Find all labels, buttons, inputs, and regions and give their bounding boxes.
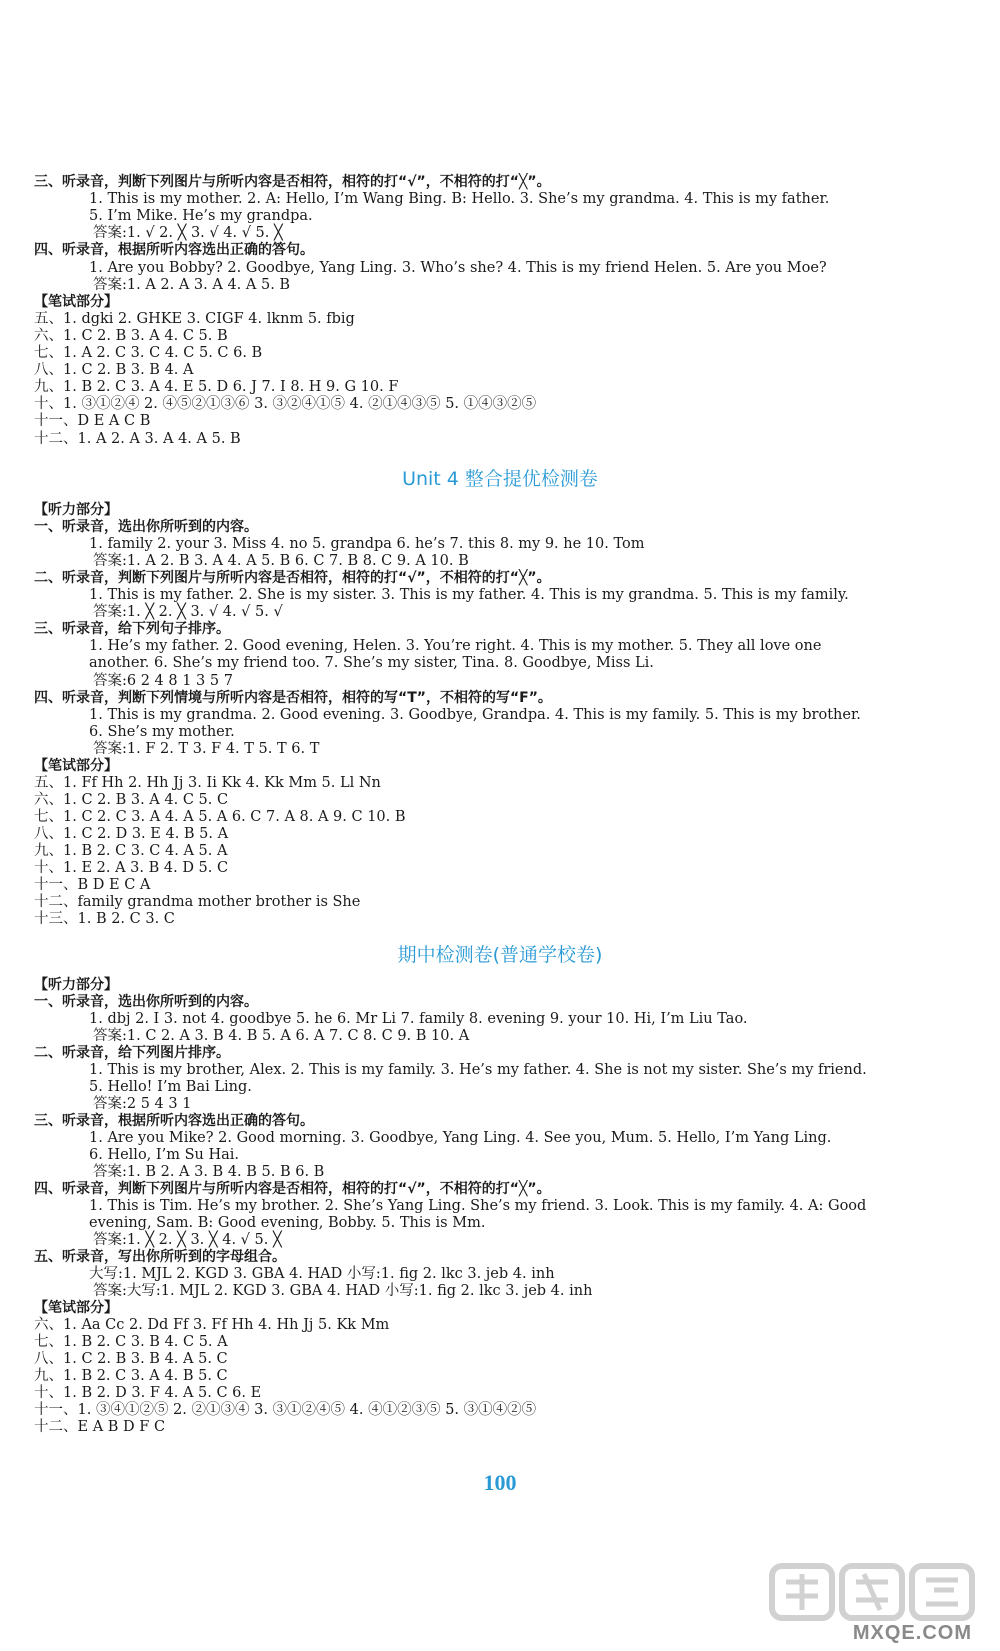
text-line: 二、听录音，判断下列图片与所听内容是否相符，相符的打“√”，不相符的打“╳”。 bbox=[34, 570, 551, 587]
text-line: 1. This is my brother, Alex. 2. This is my family. 3. He’s my father. 4. She is not my sister. She’s my friend. bbox=[89, 1062, 867, 1078]
text-line: 5. Hello! I’m Bai Ling. bbox=[89, 1079, 252, 1095]
text-line: 答案:1. A 2. B 3. A 4. A 5. B 6. C 7. B 8. C 9. A 10. B bbox=[93, 553, 469, 570]
text-line: 十、1. ③①②④ 2. ④⑤②①③⑥ 3. ③②④①⑤ 4. ②①④③⑤ 5. ①④③②⑤ bbox=[34, 396, 537, 413]
text-line: 答案:1. ╳ 2. ╳ 3. √ 4. √ 5. √ bbox=[93, 604, 283, 621]
text-line: 1. This is my grandma. 2. Good evening. 3. Goodbye, Grandpa. 4. This is my family. 5. This is my brother. bbox=[89, 706, 861, 723]
text-line: 四、听录音，根据所听内容选出正确的答句。 bbox=[34, 242, 314, 259]
text-line: 七、1. A 2. C 3. C 4. C 5. C 6. B bbox=[34, 345, 263, 361]
text-line: 一、听录音，选出你所听到的内容。 bbox=[34, 519, 258, 536]
text-line: 十三、1. B 2. C 3. C bbox=[34, 911, 175, 928]
text-line: 十二、1. A 2. A 3. A 4. A 5. B bbox=[34, 430, 241, 447]
text-line: 答案:1. C 2. A 3. B 4. B 5. A 6. A 7. C 8. C 9. B 10. A bbox=[93, 1028, 470, 1044]
text-line: 答案:1. A 2. A 3. A 4. A 5. B bbox=[93, 276, 291, 293]
text-line: 九、1. B 2. C 3. A 4. E 5. D 6. J 7. I 8. H 9. G 10. F bbox=[34, 379, 399, 396]
text-line: 十、1. B 2. D 3. F 4. A 5. C 6. E bbox=[34, 1385, 262, 1401]
section-title-unit4: Unit 4 整合提优检测卷 bbox=[402, 468, 598, 490]
text-line: 1. Are you Mike? 2. Good morning. 3. Goodbye, Yang Ling. 4. See you, Mum. 5. Hello, I’m Yang Ling. bbox=[89, 1130, 832, 1146]
text-line: 答案:1. B 2. A 3. B 4. B 5. B 6. B bbox=[93, 1164, 325, 1180]
text-line: 【笔试部分】 bbox=[34, 293, 118, 310]
text-line: 六、1. Aa Cc 2. Dd Ff 3. Ff Hh 4. Hh Jj 5. Kk Mm bbox=[34, 1317, 390, 1333]
watermark-text: MXQE.COM bbox=[852, 1622, 972, 1644]
text-line: 一、听录音，选出你所听到的内容。 bbox=[34, 994, 258, 1010]
text-line: 十、1. E 2. A 3. B 4. D 5. C bbox=[34, 860, 229, 877]
section-title-midterm: 期中检测卷(普通学校卷) bbox=[397, 944, 603, 966]
text-line: 6. She’s my mother. bbox=[89, 723, 235, 740]
text-line: 四、听录音，判断下列情境与所听内容是否相符，相符的写“T”，不相符的写“F”。 bbox=[34, 689, 552, 706]
text-line: 三、听录音，给下列句子排序。 bbox=[34, 621, 230, 638]
text-line: 【听力部分】 bbox=[34, 977, 118, 993]
text-line: 【笔试部分】 bbox=[34, 1300, 118, 1316]
text-line: 十一、1. ③④①②⑤ 2. ②①③④ 3. ③①②④⑤ 4. ④①②③⑤ 5. ③①④②⑤ bbox=[34, 1402, 537, 1418]
text-line: 十一、B D E C A bbox=[34, 877, 151, 894]
text-line: evening, Sam. B: Good evening, Bobby. 5. This is Mm. bbox=[89, 1215, 486, 1231]
text-line: 【笔试部分】 bbox=[34, 757, 118, 774]
text-line: 九、1. B 2. C 3. A 4. B 5. C bbox=[34, 1368, 228, 1384]
text-line: 三、听录音，判断下列图片与所听内容是否相符，相符的打“√”，不相符的打“╳”。 bbox=[34, 174, 551, 190]
text-line: 七、1. C 2. C 3. A 4. A 5. A 6. C 7. A 8. A 9. C 10. B bbox=[34, 808, 406, 825]
text-line: 【听力部分】 bbox=[34, 502, 118, 518]
text-line: 1. Are you Bobby? 2. Goodbye, Yang Ling. 3. Who’s she? 4. This is my friend Helen. 5. Are you Moe? bbox=[89, 259, 827, 276]
text-line: 十一、D E A C B bbox=[34, 413, 151, 430]
text-line: 大写:1. MJL 2. KGD 3. GBA 4. HAD 小写:1. fig 2. lkc 3. jeb 4. inh bbox=[89, 1266, 555, 1282]
text-line: 九、1. B 2. C 3. C 4. A 5. A bbox=[34, 843, 228, 859]
text-line: 1. This is my mother. 2. A: Hello, I’m Wang Bing. B: Hello. 3. She’s my grandma. 4. This is my father. bbox=[89, 191, 830, 208]
text-line: 1. This is my father. 2. She is my sister. 3. This is my father. 4. This is my grandma. 5. This is my family. bbox=[89, 587, 849, 604]
text-line: 1. He’s my father. 2. Good evening, Helen. 3. You’re right. 4. This is my mother. 5. They all love one bbox=[89, 638, 822, 655]
text-line: 答案:2 5 4 3 1 bbox=[93, 1096, 192, 1112]
text-line: 六、1. C 2. B 3. A 4. C 5. C bbox=[34, 791, 229, 808]
text-line: 答案:大写:1. MJL 2. KGD 3. GBA 4. HAD 小写:1. fig 2. lkc 3. jeb 4. inh bbox=[93, 1283, 593, 1299]
text-line: 六、1. C 2. B 3. A 4. C 5. B bbox=[34, 327, 228, 344]
text-line: 八、1. C 2. D 3. E 4. B 5. A bbox=[34, 825, 229, 842]
text-line: 答案:6 2 4 8 1 3 5 7 bbox=[93, 672, 233, 689]
text-line: 八、1. C 2. B 3. B 4. A 5. C bbox=[34, 1351, 228, 1367]
text-line: 1. family 2. your 3. Miss 4. no 5. grandpa 6. he’s 7. this 8. my 9. he 10. Tom bbox=[89, 536, 645, 553]
page-number: 100 bbox=[483, 1470, 517, 1495]
text-line: 五、听录音，写出你所听到的字母组合。 bbox=[34, 1249, 286, 1265]
text-line: 1. dbj 2. I 3. not 4. goodbye 5. he 6. Mr Li 7. family 8. evening 9. your 10. Hi, I’m Liu Tao. bbox=[89, 1011, 748, 1027]
text-line: 答案:1. F 2. T 3. F 4. T 5. T 6. T bbox=[93, 740, 320, 757]
text-line: 答案:1. ╳ 2. ╳ 3. ╳ 4. √ 5. ╳ bbox=[93, 1232, 282, 1248]
text-line: 八、1. C 2. B 3. B 4. A bbox=[34, 362, 194, 379]
text-line: 十二、family grandma mother brother is She bbox=[34, 894, 361, 911]
text-line: 五、1. dgki 2. GHKE 3. CIGF 4. lknm 5. fbig bbox=[34, 310, 355, 327]
text-line: 五、1. Ff Hh 2. Hh Jj 3. Ii Kk 4. Kk Mm 5. Ll Nn bbox=[34, 774, 381, 791]
text-line: 5. I’m Mike. He’s my grandpa. bbox=[89, 208, 313, 225]
text-line: 三、听录音，根据所听内容选出正确的答句。 bbox=[34, 1113, 314, 1129]
text-line: 6. Hello, I’m Su Hai. bbox=[89, 1147, 240, 1163]
text-line: 十二、E A B D F C bbox=[34, 1419, 166, 1435]
text-line: 答案:1. √ 2. ╳ 3. √ 4. √ 5. ╳ bbox=[93, 225, 283, 242]
text-line: 二、听录音，给下列图片排序。 bbox=[34, 1045, 230, 1061]
text-line: another. 6. She’s my friend too. 7. She’s my sister, Tina. 8. Goodbye, Miss Li. bbox=[89, 655, 654, 672]
text-line: 四、听录音，判断下列图片与所听内容是否相符，相符的打“√”，不相符的打“╳”。 bbox=[34, 1181, 551, 1197]
text-line: 1. This is Tim. He’s my brother. 2. She’s Yang Ling. She’s my friend. 3. Look. This is my family. 4. A: Good bbox=[89, 1198, 867, 1214]
text-line: 七、1. B 2. C 3. B 4. C 5. A bbox=[34, 1334, 228, 1350]
